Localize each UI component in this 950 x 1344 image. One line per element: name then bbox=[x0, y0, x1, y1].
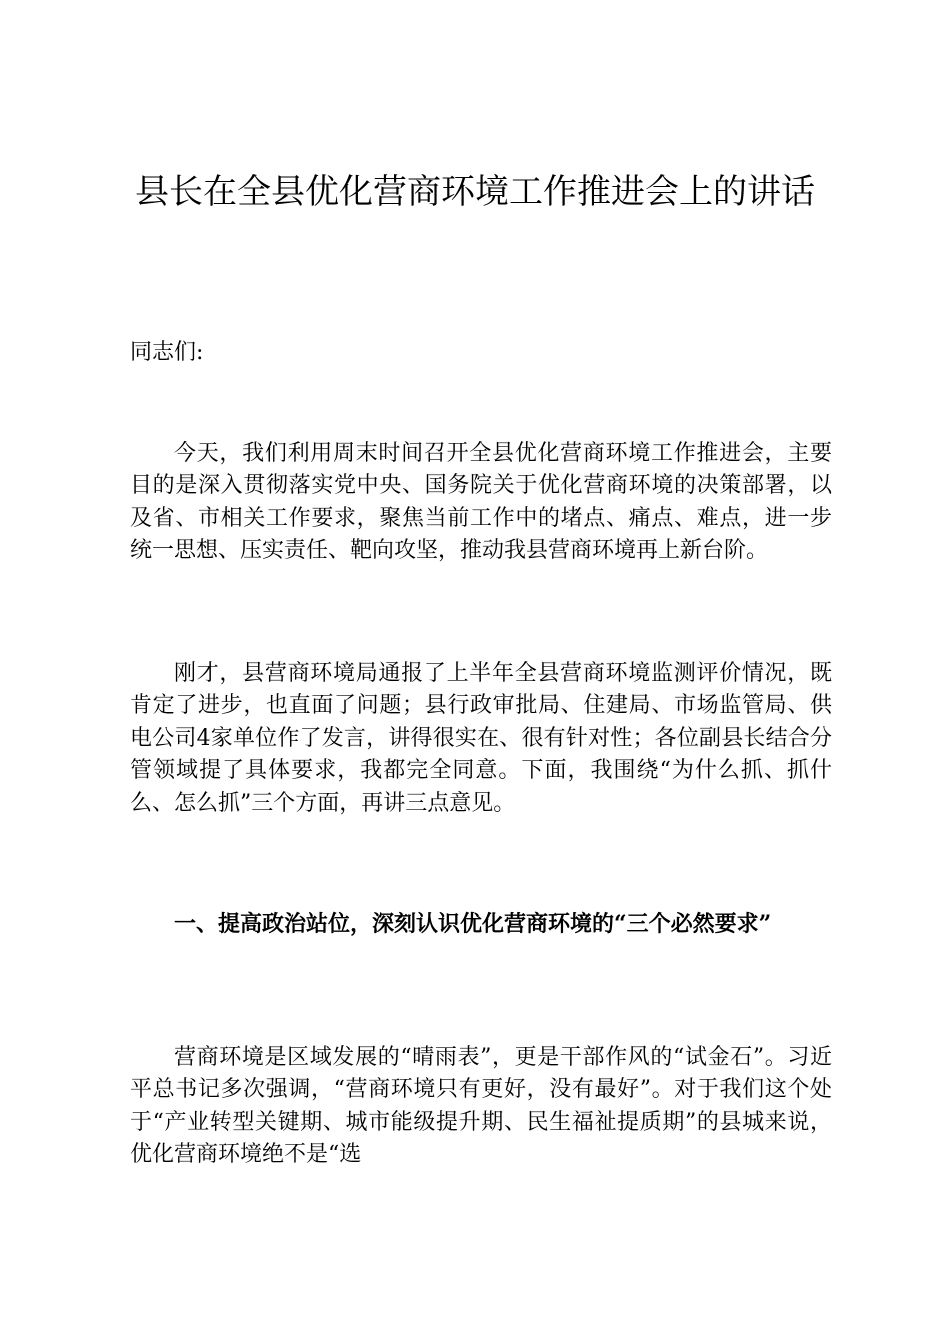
section-paragraph: 营商环境是区域发展的“晴雨表”，更是干部作风的“试金石”。习近平总书记多次强调，“营商环境只有更好，没有最好”。对于我们这个处于“产业转型关键期、城市能级提升期、民生福祉提质期”的县城来说，优化营商环境绝不是“选 bbox=[130, 1045, 832, 1168]
greeting: 同志们: bbox=[130, 340, 204, 365]
paragraph-intro: 今天，我们利用周末时间召开全县优化营商环境工作推进会，主要目的是深入贯彻落实党中央、国务院关于优化营商环境的决策部署，以及省、市相关工作要求，聚焦当前工作中的堵点、痛点、难点，进一步统一思想、压实责任、靶向攻坚，推动我县营商环境再上新台阶。 bbox=[130, 441, 832, 564]
document-title: 县长在全县优化营商环境工作推进会上的讲话 bbox=[135, 172, 815, 212]
section-heading: 一、提高政治站位，深刻认识优化营商环境的“三个必然要求” bbox=[174, 911, 772, 937]
paragraph-review: 刚才，县营商环境局通报了上半年全县营商环境监测评价情况，既肯定了进步，也直面了问题；县行政审批局、住建局、市场监管局、供电公司4家单位作了发言，讲得很实在、很有针对性；各位副县长结合分管领域提了具体要求，我都完全同意。下面，我围绕“为什么抓、抓什么、怎么抓”三个方面，再讲三点意见。 bbox=[130, 661, 832, 816]
